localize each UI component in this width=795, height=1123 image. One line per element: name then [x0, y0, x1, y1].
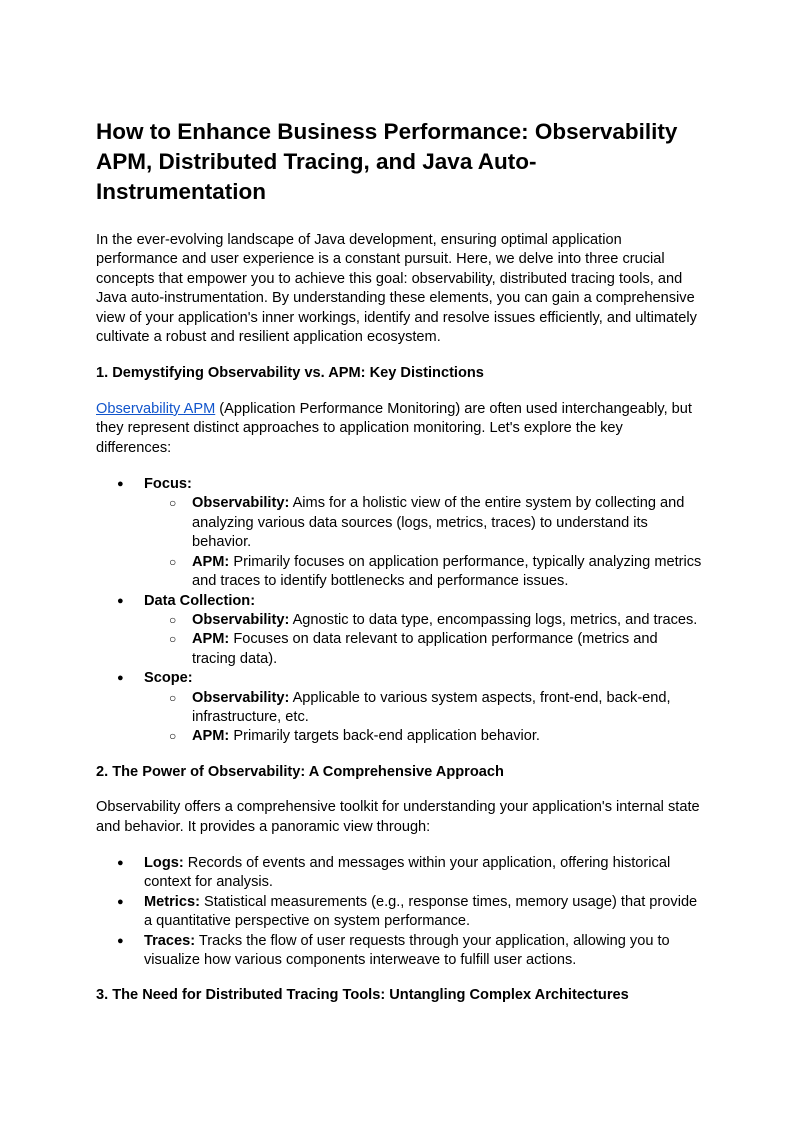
sub-list-item [144, 611, 702, 630]
section-2-paragraph: Observability offers a comprehensive toolkit for understanding your application's internal state and behavior. It provides a panoramic view through: [96, 799, 700, 835]
sub-list-item [144, 689, 702, 728]
section-1-paragraph [96, 400, 702, 458]
list-item-label: Scope: [144, 670, 193, 687]
sub-list-item [144, 727, 702, 746]
sub-list-item [144, 630, 702, 669]
document-page [96, 117, 702, 1022]
desc: Focuses on data relevant to application performance (metrics and tracing data). [192, 631, 658, 667]
list-item-logs [96, 854, 702, 893]
list-item-metrics [96, 893, 702, 932]
differences-list [96, 475, 702, 747]
sub-list-item [144, 494, 702, 552]
desc: Agnostic to data type, encompassing logs, metrics, and traces. [289, 611, 698, 628]
desc: Primarily targets back-end application behavior. [229, 728, 540, 745]
intro-paragraph: In the ever-evolving landscape of Java development, ensuring optimal application performance and user experience is a constant pursuit. Here, we delve into three crucial concepts that empower you to achieve this goal: observability, distributed tracing tools, and Java auto-instrumentation. By understanding these elements, you can gain a comprehensive view of your application's inner workings, identify and resolve issues efficiently, and ultimately cultivate a robust and resilient application ecosystem. [96, 232, 697, 346]
desc: Applicable to various system aspects, front-end, back-end, infrastructure, etc. [192, 689, 671, 725]
section-2-heading: 2. The Power of Observability: A Comprehensive Approach [96, 763, 504, 780]
sub-list [144, 494, 702, 591]
list-item-label: Data Collection: [144, 592, 256, 609]
list-item-focus [96, 475, 702, 591]
term: APM: [192, 728, 230, 745]
term: Metrics: [144, 893, 200, 910]
list-item-traces [96, 932, 702, 971]
list-item-label: Focus: [144, 476, 192, 493]
section-1-paragraph-text: (Application Performance Monitoring) are often used interchangeably, but they represent distinct approaches to application monitoring. Let's explore the key differences: [96, 400, 692, 456]
sub-list [144, 611, 702, 669]
sub-list [144, 689, 702, 747]
document-title: How to Enhance Business Performance: Observability APM, Distributed Tracing, and Java Auto-Instrumentation [96, 119, 678, 204]
observability-pillars-list [96, 854, 702, 970]
desc: Aims for a holistic view of the entire system by collecting and analyzing various data sources (logs, metrics, traces) to understand its behavior. [192, 495, 685, 551]
term: Observability: [192, 495, 290, 512]
section-1-heading: 1. Demystifying Observability vs. APM: Key Distinctions [96, 365, 484, 382]
desc: Tracks the flow of user requests through your application, allowing you to visualize how various components interweave to fulfill user actions. [144, 932, 670, 968]
section-3-heading: 3. The Need for Distributed Tracing Tools: Untangling Complex Architectures [96, 987, 629, 1004]
list-item-data-collection [96, 592, 702, 670]
term: APM: [192, 553, 230, 570]
list-item-scope [96, 669, 702, 747]
desc: Records of events and messages within your application, offering historical context for analysis. [144, 854, 671, 891]
term: APM: [192, 631, 230, 648]
sub-list-item [144, 553, 702, 592]
term: Traces: [144, 932, 196, 949]
observability-apm-link[interactable]: Observability APM [96, 400, 216, 417]
desc: Statistical measurements (e.g., response times, memory usage) that provide a quantitative perspective on system performance. [144, 893, 698, 930]
term: Logs: [144, 854, 184, 871]
term: Observability: [192, 611, 290, 628]
desc: Primarily focuses on application performance, typically analyzing metrics and traces to identify bottlenecks and performance issues. [192, 553, 702, 590]
term: Observability: [192, 689, 290, 706]
